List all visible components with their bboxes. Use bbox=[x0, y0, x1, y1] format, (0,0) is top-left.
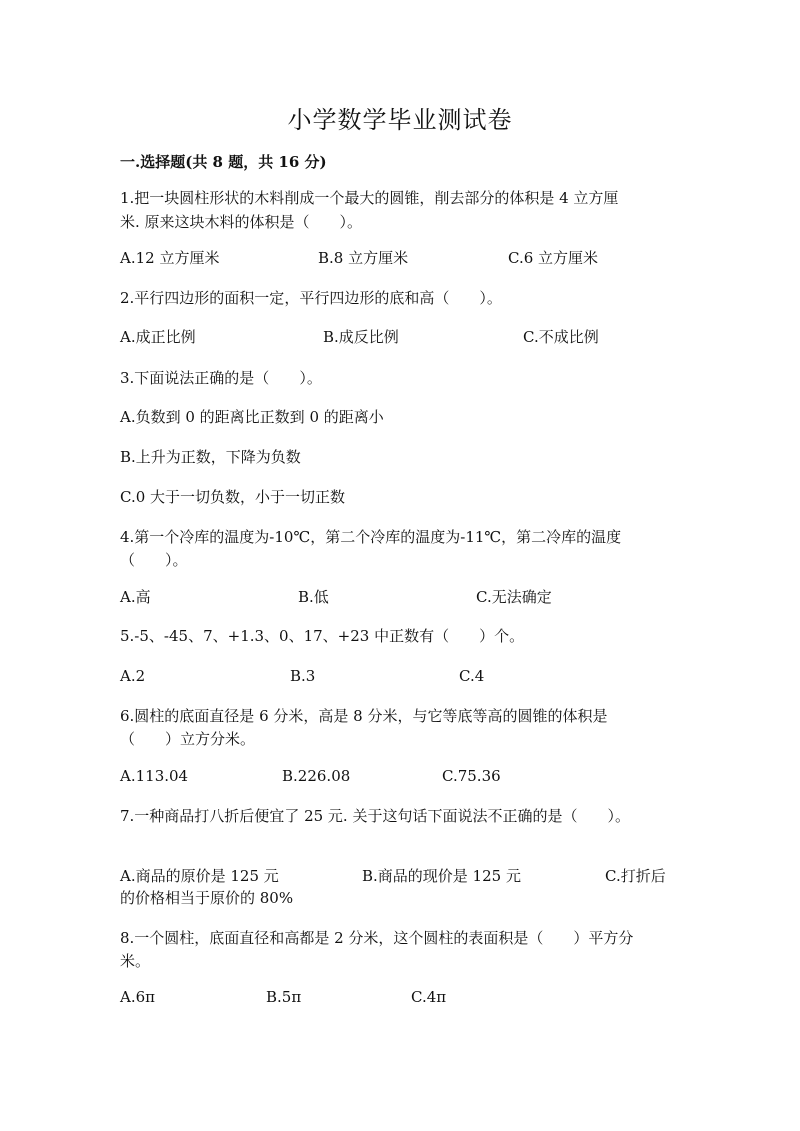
question-1-option-b: B.8 立方厘米 bbox=[318, 249, 409, 267]
question-1-line-1: 1.把一块圆柱形状的木料削成一个最大的圆锥，削去部分的体积是 4 立方厘 bbox=[120, 189, 619, 207]
question-8-option-b: B.5π bbox=[266, 988, 302, 1006]
question-7-option-c: C.打折后 bbox=[605, 867, 666, 885]
question-3-option-c: C.0 大于一切负数，小于一切正数 bbox=[120, 488, 346, 506]
question-2-option-a: A.成正比例 bbox=[120, 328, 196, 346]
question-7-option-a: A.商品的原价是 125 元 bbox=[120, 867, 279, 885]
question-5-option-a: A.2 bbox=[120, 667, 146, 685]
question-1-option-a: A.12 立方厘米 bbox=[120, 249, 220, 267]
question-3-option-a: A.负数到 0 的距离比正数到 0 的距离小 bbox=[120, 408, 384, 426]
question-6-option-b: B.226.08 bbox=[282, 767, 351, 785]
question-6-option-c: C.75.36 bbox=[442, 767, 501, 785]
question-8-line-1: 8.一个圆柱，底面直径和高都是 2 分米，这个圆柱的表面积是（ ）平方分 bbox=[120, 929, 634, 947]
question-6-line-1: 6.圆柱的底面直径是 6 分米，高是 8 分米，与它等底等高的圆锥的体积是 bbox=[120, 707, 608, 725]
question-8-option-a: A.6π bbox=[120, 988, 156, 1006]
question-8-option-c: C.4π bbox=[411, 988, 447, 1006]
question-7-option-c-continued: 的价格相当于原价的 80% bbox=[120, 889, 294, 907]
section-heading: 一.选择题(共 8 题，共 16 分) bbox=[120, 153, 327, 171]
page-title: 小学数学毕业测试卷 bbox=[287, 106, 513, 134]
question-4-option-a: A.高 bbox=[120, 588, 151, 606]
question-5-option-b: B.3 bbox=[290, 667, 316, 685]
question-7-option-b: B.商品的现价是 125 元 bbox=[362, 867, 521, 885]
question-2-line-1: 2.平行四边形的面积一定，平行四边形的底和高（ ）。 bbox=[120, 289, 502, 307]
question-3-option-b: B.上升为正数，下降为负数 bbox=[120, 448, 301, 466]
question-5-line-1: 5.-5、-45、7、+1.3、0、17、+23 中正数有（ ）个。 bbox=[120, 627, 525, 645]
question-4-line-2: （ ）。 bbox=[120, 551, 188, 569]
question-5-option-c: C.4 bbox=[459, 667, 485, 685]
question-2-option-b: B.成反比例 bbox=[323, 328, 399, 346]
question-2-option-c: C.不成比例 bbox=[523, 328, 599, 346]
question-4-option-b: B.低 bbox=[298, 588, 329, 606]
question-1-option-c: C.6 立方厘米 bbox=[508, 249, 599, 267]
question-6-line-2: （ ）立方分米。 bbox=[120, 730, 256, 748]
question-4-line-1: 4.第一个冷库的温度为-10℃，第二个冷库的温度为-11℃，第二冷库的温度 bbox=[120, 528, 622, 546]
question-1-line-2: 米. 原来这块木料的体积是（ ）。 bbox=[120, 213, 363, 231]
question-6-option-a: A.113.04 bbox=[120, 767, 189, 785]
question-3-line-1: 3.下面说法正确的是（ ）。 bbox=[120, 369, 322, 387]
question-7-line-1: 7.一种商品打八折后便宜了 25 元. 关于这句话下面说法不正确的是（ ）。 bbox=[120, 807, 630, 825]
question-4-option-c: C.无法确定 bbox=[476, 588, 552, 606]
question-8-line-2: 米。 bbox=[120, 952, 151, 970]
